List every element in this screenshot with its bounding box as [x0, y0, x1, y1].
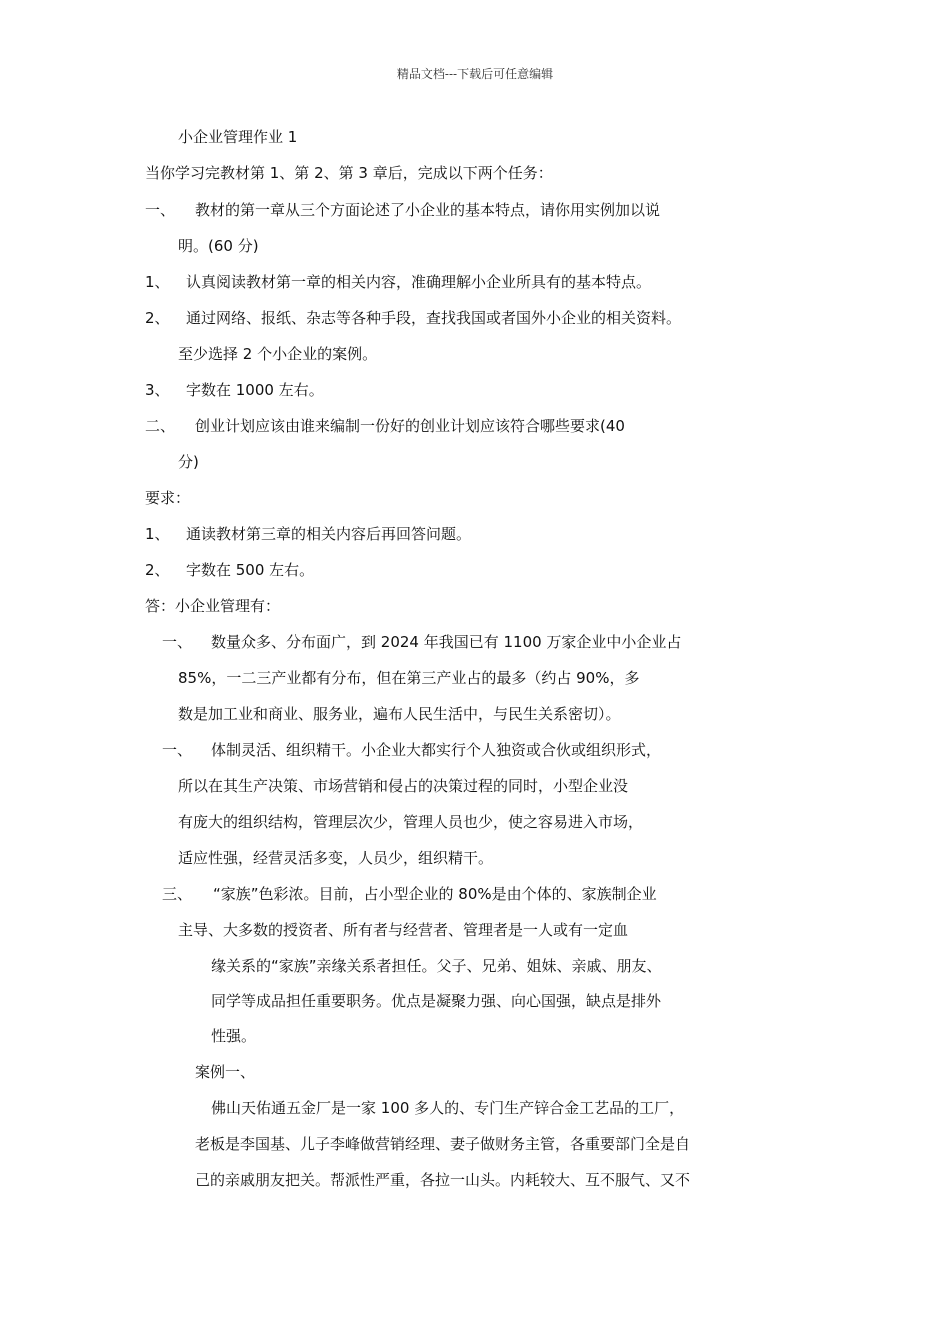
- answer-point-line: “家族”色彩浓。目前，占小型企业的 80%是由个体的、家族制企业: [213, 885, 657, 903]
- task1-item-text: 通过网络、报纸、杂志等各种手段，查找我国或者国外小企业的相关资料。: [186, 309, 682, 327]
- document-title: 小企业管理作业 1: [178, 128, 298, 146]
- task1-text: 教材的第一章从三个方面论述了小企业的基本特点，请你用实例加以说: [195, 201, 661, 219]
- task1-item-num: 1、: [145, 273, 170, 291]
- answer-point-line: 主导、大多数的授资者、所有者与经营者、管理者是一人或有一定血: [178, 921, 629, 939]
- task2-marker: 二、: [145, 417, 176, 435]
- answer-point-marker: 一、: [162, 741, 193, 759]
- answer-point-line: 所以在其生产决策、市场营销和侵占的决策过程的同时，小型企业没: [178, 777, 629, 795]
- answer-point-marker: 三、: [162, 885, 193, 903]
- task2-text-cont: 分): [178, 453, 199, 471]
- case-line: 老板是李国基、儿子李峰做营销经理、妻子做财务主管，各重要部门全是自: [195, 1135, 691, 1153]
- task1-item-num: 2、: [145, 309, 170, 327]
- task2-item-num: 1、: [145, 525, 170, 543]
- answer-point-line: 性强。: [211, 1027, 257, 1045]
- task1-item-num: 3、: [145, 381, 170, 399]
- task1-marker: 一、: [145, 201, 176, 219]
- answer-point-marker: 一、: [162, 633, 193, 651]
- task1-item-cont: 至少选择 2 个小企业的案例。: [178, 345, 378, 363]
- task1-text-cont: 明。(60 分): [178, 237, 259, 255]
- answer-label: 答：小企业管理有：: [145, 597, 281, 615]
- case-label: 案例一、: [195, 1063, 256, 1081]
- case-line: 己的亲戚朋友把关。帮派性严重，各拉一山头。内耗较大、互不服气、又不: [195, 1171, 691, 1189]
- answer-point-line: 数是加工业和商业、服务业，遍布人民生活中，与民生关系密切）。: [178, 705, 621, 723]
- answer-point-line: 体制灵活、组织精干。小企业大都实行个人独资或合伙或组织形式，: [211, 741, 662, 759]
- task2-item-text: 字数在 500 左右。: [186, 561, 315, 579]
- case-line: 佛山天佑通五金厂是一家 100 多人的、专门生产锌合金工艺品的工厂，: [211, 1099, 685, 1117]
- requirements-label: 要求：: [145, 489, 191, 507]
- task1-item-text: 字数在 1000 左右。: [186, 381, 324, 399]
- answer-point-line: 有庞大的组织结构，管理层次少，管理人员也少，使之容易进入市场，: [178, 813, 644, 831]
- task1-item-text: 认真阅读教材第一章的相关内容，准确理解小企业所具有的基本特点。: [186, 273, 652, 291]
- task2-item-text: 通读教材第三章的相关内容后再回答问题。: [186, 525, 472, 543]
- task2-text: 创业计划应该由谁来编制一份好的创业计划应该符合哪些要求(40: [195, 417, 625, 435]
- task2-item-num: 2、: [145, 561, 170, 579]
- page-header: 精品文档---下载后可任意编辑: [396, 67, 554, 81]
- answer-point-line: 数量众多、分布面广，到 2024 年我国已有 1100 万家企业中小企业占: [211, 633, 682, 651]
- answer-point-line: 缘关系的“家族”亲缘关系者担任。父子、兄弟、姐妹、亲戚、朋友、: [211, 957, 662, 975]
- answer-point-line: 适应性强，经营灵活多变，人员少，组织精干。: [178, 849, 494, 867]
- answer-point-line: 85%，一二三产业都有分布，但在第三产业占的最多（约占 90%，多: [178, 669, 640, 687]
- answer-point-line: 同学等成品担任重要职务。优点是凝聚力强、向心国强，缺点是排外: [211, 992, 662, 1010]
- intro-text: 当你学习完教材第 1、第 2、第 3 章后，完成以下两个任务：: [145, 164, 553, 182]
